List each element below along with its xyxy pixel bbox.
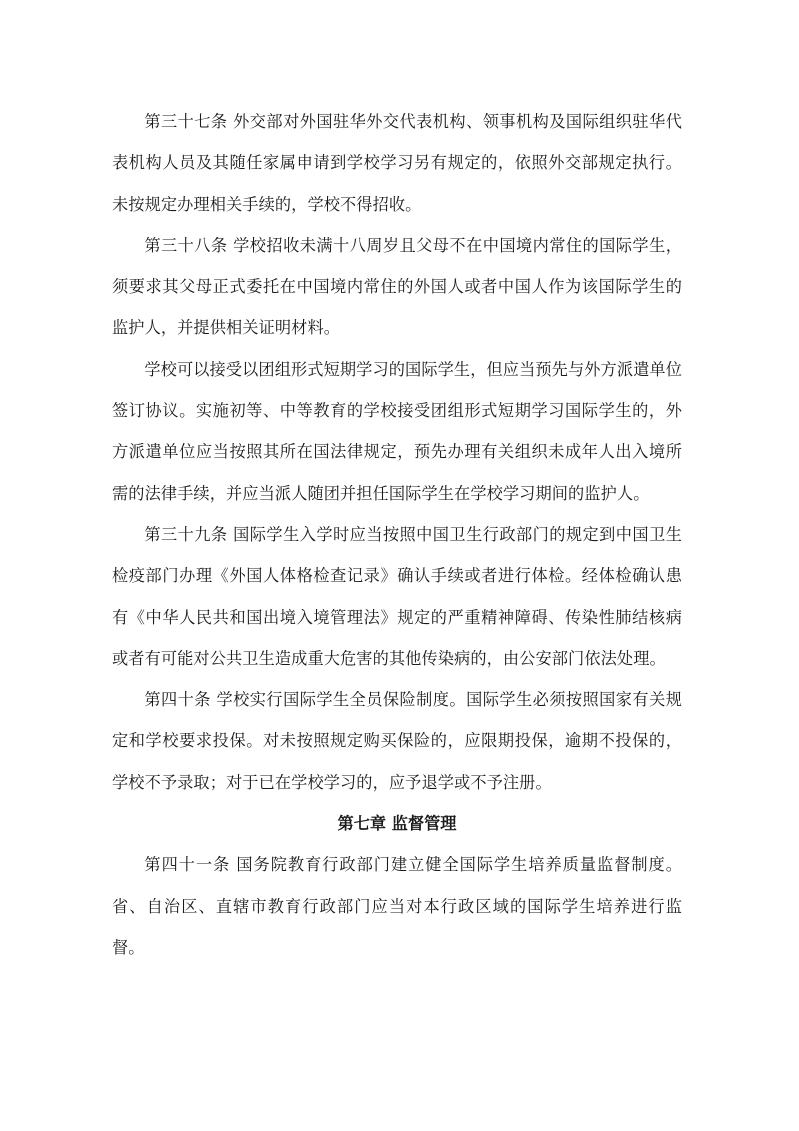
article-39: 第三十九条 国际学生入学时应当按照中国卫生行政部门的规定到中国卫生检疫部门办理《外国人体格检查记录》确认手续或者进行体检。经体检确认患有《中华人民共和国出境入境管理法》规定的严重精神障碍、传染性肺结核病或者有可能对公共卫生造成重大危害的其他传染病的，由公安部门依法处理。: [112, 524, 682, 668]
document-body: [112, 101, 682, 968]
article-41: 第四十一条 国务院教育行政部门建立健全国际学生培养质量监督制度。省、自治区、直辖市教育行政部门应当对本行政区域的国际学生培养进行监督。: [112, 855, 682, 957]
chapter-heading: 第七章 监督管理: [337, 814, 457, 834]
article-38: 第三十八条 学校招收未满十八周岁且父母不在中国境内常住的国际学生，须要求其父母正式委托在中国境内常住的外国人或者中国人作为该国际学生的监护人，并提供相关证明材料。: [112, 235, 682, 338]
article-40: 第四十条 学校实行国际学生全员保险制度。国际学生必须按照国家有关规定和学校要求投保。对未按照规定购买保险的，应限期投保，逾期不投保的，学校不予录取；对于已在学校学习的，应予退学或不予注册。: [112, 690, 682, 792]
article-38-group-study: 学校可以接受以团组形式短期学习的国际学生，但应当预先与外方派遣单位签订协议。实施初等、中等教育的学校接受团组形式短期学习国际学生的，外方派遣单位应当按照其所在国法律规定，预先办理有关组织未成年人出入境所需的法律手续，并应当派人随团并担任国际学生在学校学习期间的监护人。: [112, 359, 682, 503]
article-37: 第三十七条 外交部对外国驻华外交代表机构、领事机构及国际组织驻华代表机构人员及其随任家属申请到学校学习另有规定的，依照外交部规定执行。未按规定办理相关手续的，学校不得招收。: [112, 112, 682, 214]
